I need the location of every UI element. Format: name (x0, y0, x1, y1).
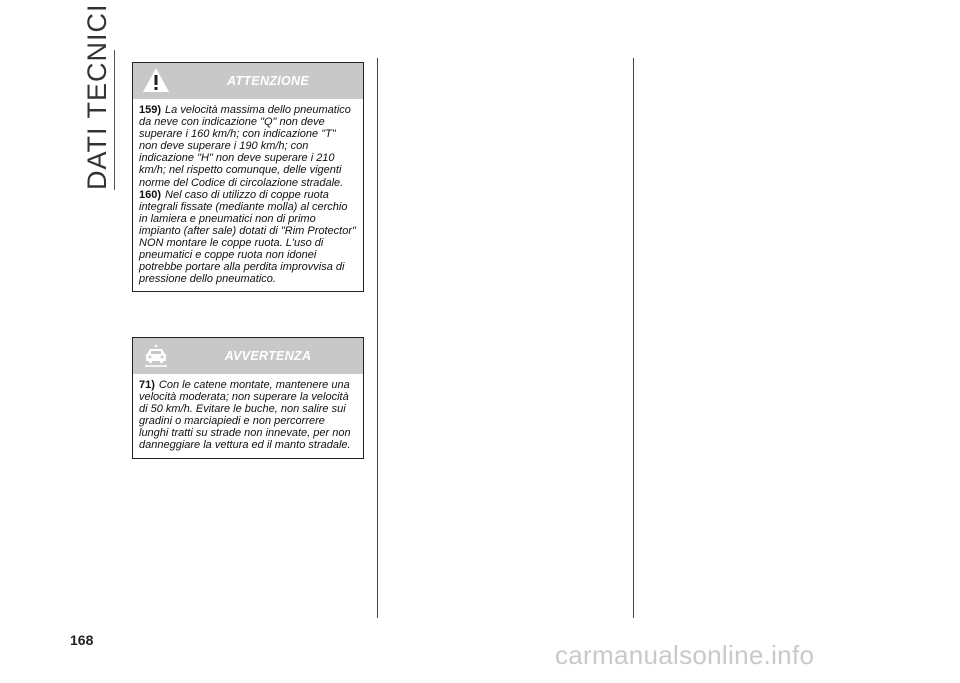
caution-box-header (133, 338, 363, 374)
note-text: Nel caso di utilizzo di coppe ruota integrali fissate (mediante molla) al cerchio in lamiera e pneumatici non di primo impianto (after sale) dotati di "Rim Protector" NON montare le coppe ruota. L'uso di pneumatici e coppe ruota non idonei potrebbe portare alla perdita improvvisa di pressione dello pneumatico. (139, 188, 356, 286)
column-divider-2 (633, 58, 634, 618)
watermark: carmanualsonline.info (555, 640, 815, 670)
car-caution-icon (142, 341, 170, 369)
caution-box-title: AVVERTENZA (224, 349, 312, 363)
warning-box-body (133, 99, 363, 291)
note-number: 71) (139, 379, 155, 391)
note-text: La velocità massima dello pneumatico da neve con indicazione "Q" non deve superare i 160 km/h; con indicazione "T" non deve superare i 190 km/h; con indicazione "H" non deve superare i 210 km/h; nel rispetto comunque, delle vigenti norme del Codice di circolazione stradale. (139, 104, 351, 189)
column-divider-1 (377, 58, 378, 618)
section-divider (114, 50, 115, 190)
note-number: 159) (139, 104, 162, 116)
note-71 (139, 379, 357, 452)
section-title: DATI TECNICI (82, 3, 112, 190)
caution-box (132, 337, 364, 459)
page-number: 168 (70, 632, 94, 648)
warning-triangle-icon (142, 66, 170, 94)
warning-box-title: ATTENZIONE (227, 74, 309, 88)
warning-box (132, 62, 364, 292)
note-number: 160) (139, 188, 162, 201)
note-text: Con le catene montate, mantenere una velocità moderata; non superare la velocità di 50 km/h. Evitare le buche, non salire sui gradini o marciapiedi e non percorrere lunghi tratti su strade non innevate, per non danneggiare la vettura ed il manto stradale. (139, 379, 351, 452)
caution-box-body (133, 374, 363, 458)
note-160 (139, 189, 357, 286)
note-159 (139, 104, 357, 189)
warning-box-header (133, 63, 363, 99)
